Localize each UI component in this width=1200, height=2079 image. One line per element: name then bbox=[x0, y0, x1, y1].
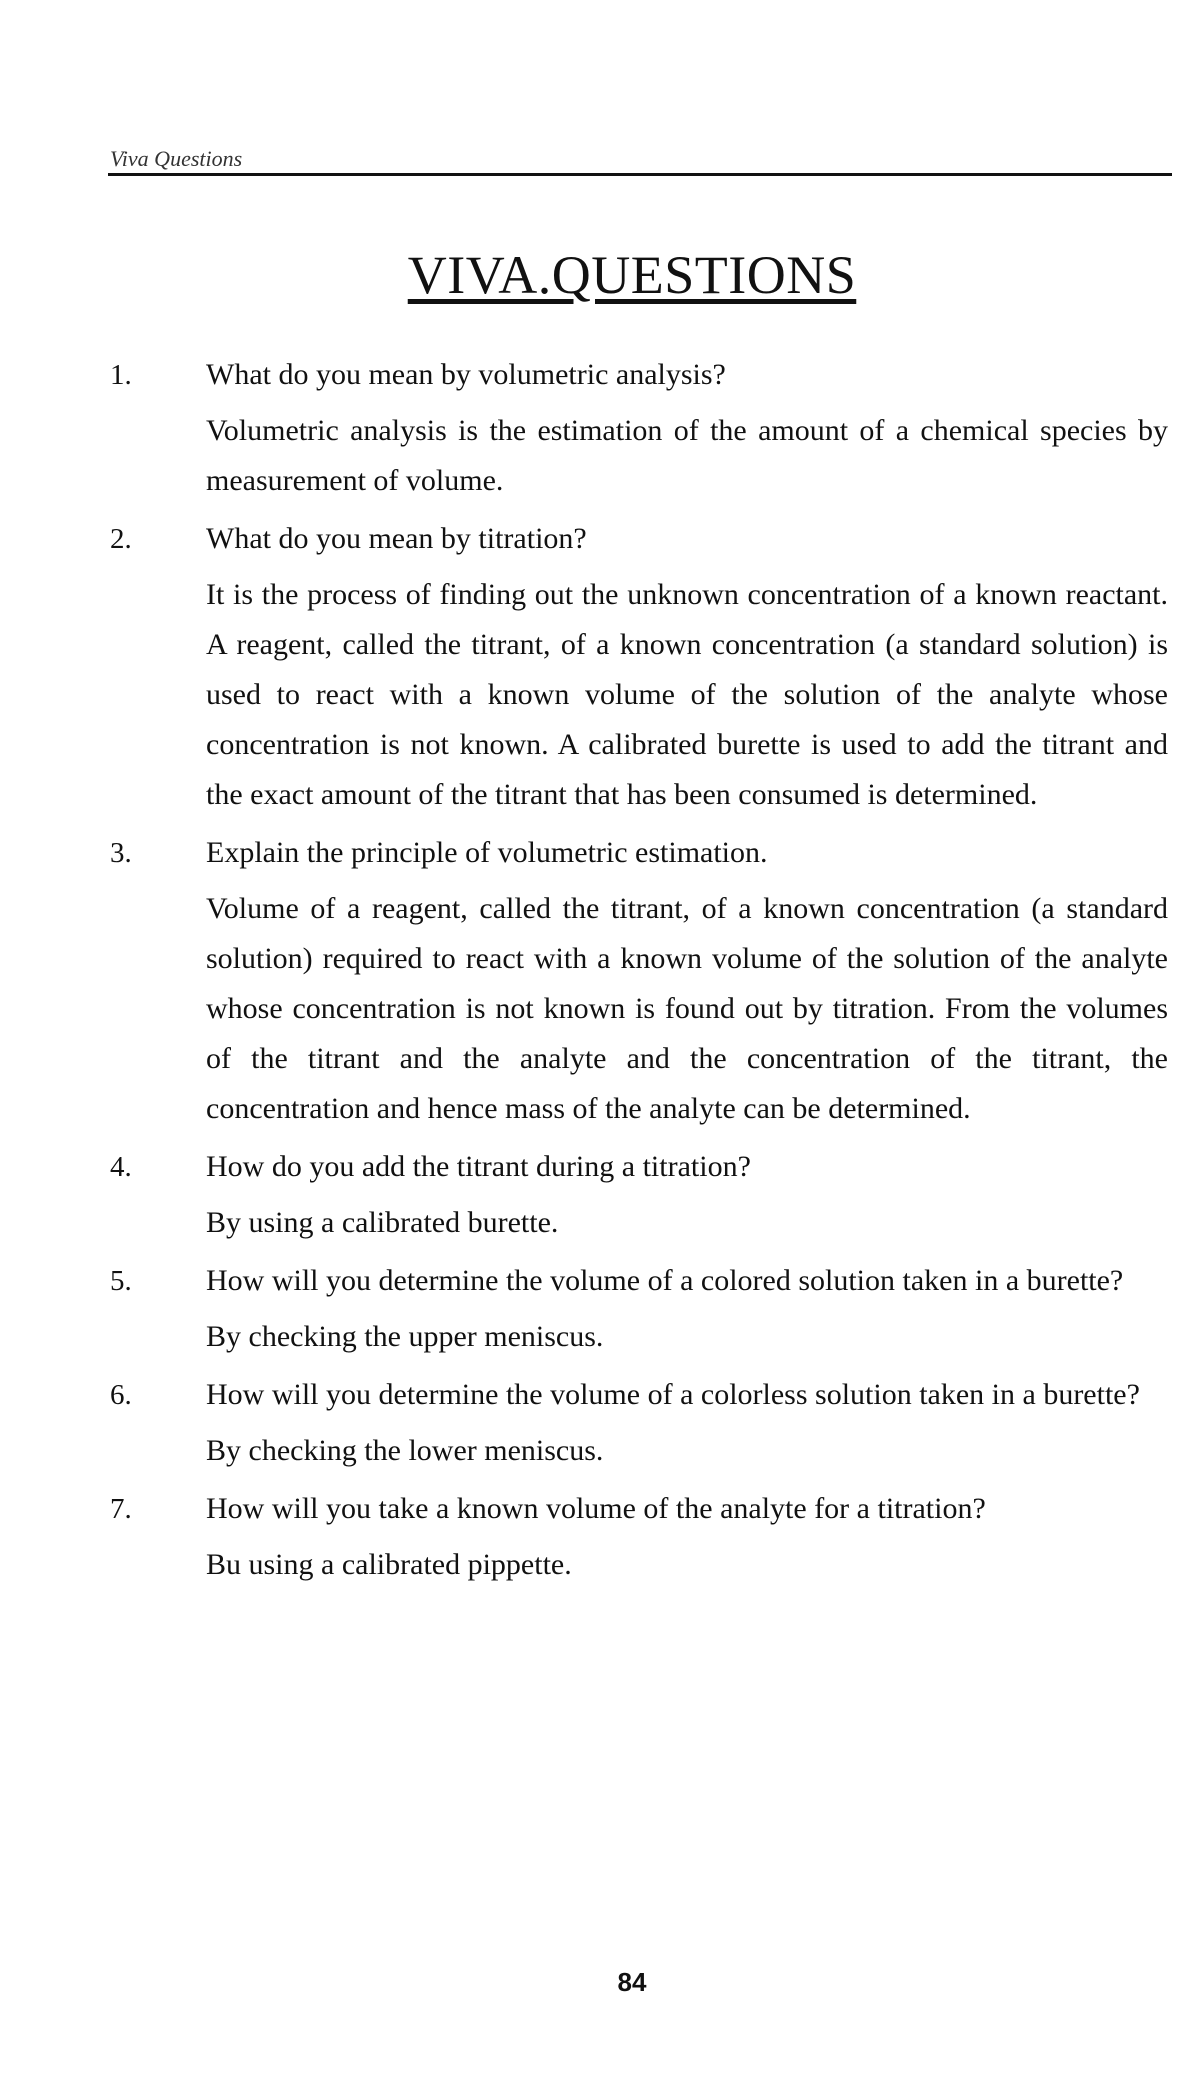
qa-item-5 bbox=[0, 1256, 1200, 1362]
question-number: 2. bbox=[110, 523, 132, 555]
question-number: 3. bbox=[110, 837, 132, 869]
answer-text: Volume of a reagent, called the titrant, of a known concentration (a standard solution) required to react with a known volume of the solution of the analyte whose concentration is not known is found out by titration. From the volumes of the titrant and the analyte and the concentration of the titrant, the concentration and hence mass of the analyte can be determined. bbox=[206, 892, 1168, 1125]
qa-item-2 bbox=[0, 514, 1200, 820]
question-number: 4. bbox=[110, 1151, 132, 1183]
qa-item-1 bbox=[0, 350, 1200, 506]
question-text: How will you take a known volume of the analyte for a titration? bbox=[206, 1492, 986, 1525]
question-text: How will you determine the volume of a colored solution taken in a burette? bbox=[206, 1264, 1124, 1297]
page-title: VIVA.QUESTIONS bbox=[407, 245, 857, 305]
qa-item-6 bbox=[0, 1370, 1200, 1476]
header-rule bbox=[108, 173, 1172, 176]
running-header: Viva Questions bbox=[110, 146, 243, 171]
answer-text: Volumetric analysis is the estimation of the amount of a chemical species by measurement of volume. bbox=[206, 414, 1168, 497]
question-text: Explain the principle of volumetric estimation. bbox=[206, 836, 768, 869]
answer-text: It is the process of finding out the unknown concentration of a known reactant. A reagent, called the titrant, of a known concentration (a standard solution) is used to react with a known volume of the solution of the analyte whose concentration is not known. A calibrated burette is used to add the titrant and the exact amount of the titrant that has been consumed is determined. bbox=[206, 578, 1168, 811]
answer-text: By checking the lower meniscus. bbox=[206, 1434, 604, 1467]
answer-text: By using a calibrated burette. bbox=[206, 1206, 559, 1239]
question-text: What do you mean by volumetric analysis? bbox=[206, 358, 726, 391]
qa-list bbox=[0, 350, 1200, 1590]
qa-item-3 bbox=[0, 828, 1200, 1134]
question-number: 7. bbox=[110, 1493, 132, 1525]
question-text: What do you mean by titration? bbox=[206, 522, 587, 555]
question-text: How do you add the titrant during a titration? bbox=[206, 1150, 751, 1183]
qa-item-7 bbox=[0, 1484, 1200, 1590]
qa-item-4 bbox=[0, 1142, 1200, 1248]
question-text: How will you determine the volume of a colorless solution taken in a burette? bbox=[206, 1378, 1140, 1411]
answer-text: Bu using a calibrated pippette. bbox=[206, 1548, 572, 1581]
answer-text: By checking the upper meniscus. bbox=[206, 1320, 604, 1353]
question-number: 1. bbox=[110, 359, 132, 391]
question-number: 6. bbox=[110, 1379, 132, 1411]
question-number: 5. bbox=[110, 1265, 132, 1297]
page-number: 84 bbox=[617, 1967, 647, 1997]
